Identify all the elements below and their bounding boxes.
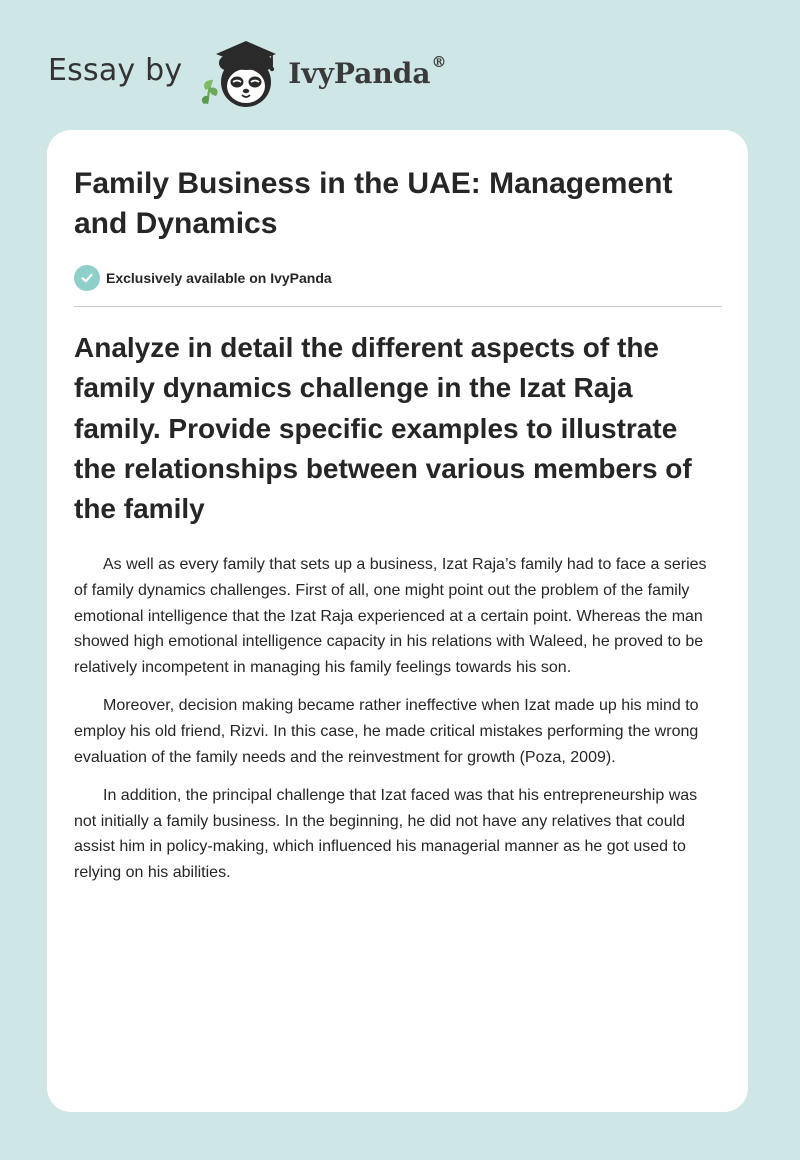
essay-body [74, 552, 722, 885]
panda-graduation-cap-icon[interactable] [198, 34, 286, 110]
exclusive-badge [74, 264, 722, 292]
paragraph: As well as every family that sets up a business, Izat Raja’s family had to face a series of family dynamics challenges. First of all, one might point out the problem of the family emotional intelligence that the Izat Raja experienced at a certain point. Whereas the man showed high emotional intelligence capacity in his relations with Waleed, he proved to be relatively incompetent in managing his family feelings towards his son. [74, 556, 707, 676]
brand-name-text: IvyPanda [288, 56, 431, 90]
essay-by-label: Essay by [48, 52, 183, 88]
essay-card [47, 130, 748, 1112]
exclusive-badge-text: Exclusively available on IvyPanda [106, 270, 332, 286]
brand-name[interactable] [288, 52, 447, 90]
essay-title: Family Business in the UAE: Management and Dynamics [74, 167, 673, 240]
divider [74, 306, 722, 307]
paragraph: In addition, the principal challenge that Izat faced was that his entrepreneurship was not initially a family business. In the beginning, he did not have any relatives that could assist him in policy-making, which influenced his managerial manner as he got used to relying on his abilities. [74, 787, 698, 882]
check-circle-icon [74, 265, 100, 291]
site-header [48, 34, 446, 110]
registered-mark: ® [431, 52, 447, 71]
paragraph: Moreover, decision making became rather ineffective when Izat made up his mind to employ his old friend, Rizvi. In this case, he made critical mistakes performing the wrong evaluation of the family needs and the reinvestment for growth (Poza, 2009). [74, 697, 699, 766]
essay-question-heading: Analyze in detail the different aspects of the family dynamics challenge in the Izat Raja family. Provide specific examples to illustrate the relationships between various members of the family [74, 332, 692, 525]
